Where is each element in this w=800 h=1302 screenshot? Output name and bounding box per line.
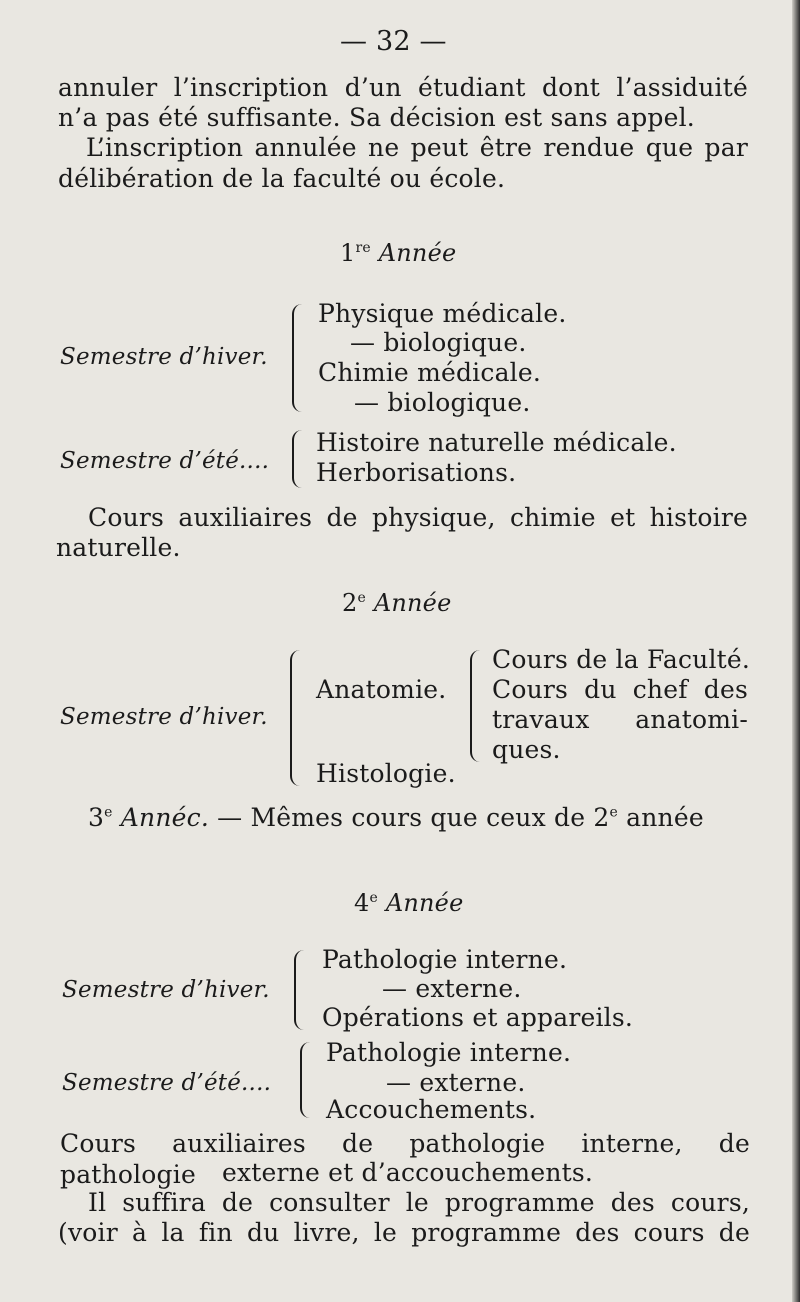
year2-subject-2: Histologie. xyxy=(316,759,456,788)
year4-heading xyxy=(354,888,463,919)
year1-winter-brace xyxy=(292,304,306,412)
year3-line xyxy=(88,802,704,833)
year2-heading xyxy=(342,588,451,619)
intro-line-1: annuler l’inscription d’un étudiant dont l’assiduité xyxy=(58,73,748,102)
year3-sup-2: e xyxy=(609,804,618,821)
year3-sup: e xyxy=(104,804,113,821)
year4-summer-label: Semestre d’été.... xyxy=(62,1070,272,1096)
year1-winter-item-3: Chimie médicale. xyxy=(318,358,542,387)
year1-aux-line-2: naturelle. xyxy=(56,533,181,562)
year4-winter-item-3: Opérations et appareils. xyxy=(322,1003,634,1032)
year4-aux-line-1: Cours auxiliaires de pathologie interne, de pathologie xyxy=(60,1129,750,1189)
year2-course-2: Cours du chef des xyxy=(492,675,748,704)
year2-number: 2 xyxy=(342,589,358,617)
year3-text: — Mêmes cours que ceux de 2 xyxy=(217,803,610,832)
year1-number: 1 xyxy=(340,239,356,267)
year2-courses-brace xyxy=(470,650,484,762)
year4-title: Année xyxy=(385,889,464,917)
year1-winter-item-2: — biologique. xyxy=(350,328,527,357)
year1-aux-line-1: Cours auxiliaires de physique, chimie et histoire xyxy=(88,503,748,532)
year4-aux-line-2: externe et d’accouchements. xyxy=(222,1158,594,1187)
year4-winter-item-1: Pathologie interne. xyxy=(322,945,568,974)
intro-line-2: n’a pas été suffisante. Sa décision est sans appel. xyxy=(58,103,695,132)
year4-summer-item-2: — externe. xyxy=(386,1068,526,1097)
year1-winter-item-1: Physique médicale. xyxy=(318,299,567,328)
intro-line-3: L’inscription annulée ne peut être rendue que par xyxy=(86,133,748,162)
year1-winter-label: Semestre d’hiver. xyxy=(60,344,268,370)
year2-course-3: travaux anatomi- xyxy=(492,705,748,734)
year1-sup: re xyxy=(355,240,371,256)
year1-summer-brace xyxy=(292,430,306,488)
year3-title: Annéc. xyxy=(120,803,209,832)
year4-summer-item-1: Pathologie interne. xyxy=(326,1038,572,1067)
year1-winter-item-4: — biologique. xyxy=(354,388,531,417)
year3-text-2: année xyxy=(617,803,704,832)
page-number: — 32 — xyxy=(340,26,447,57)
year3-number: 3 xyxy=(88,803,105,832)
closing-line-1: Il suffira de consulter le programme des cours, xyxy=(88,1188,750,1217)
intro-line-4: délibération de la faculté ou école. xyxy=(58,164,506,193)
year2-subject-1: Anatomie. xyxy=(316,675,447,704)
year2-course-4: ques. xyxy=(492,735,561,764)
closing-line-2: (voir à la fin du livre, le programme des cours de xyxy=(58,1218,750,1247)
year4-winter-label: Semestre d’hiver. xyxy=(62,977,270,1003)
year2-title: Année xyxy=(373,589,452,617)
year4-sup: e xyxy=(369,890,378,906)
year4-number: 4 xyxy=(354,889,370,917)
year2-winter-label: Semestre d’hiver. xyxy=(60,704,268,730)
year1-title: Année xyxy=(378,239,457,267)
page-spine-shadow xyxy=(792,0,800,1302)
year4-summer-brace xyxy=(300,1042,314,1118)
year2-course-1: Cours de la Faculté. xyxy=(492,645,751,674)
year1-heading xyxy=(340,238,456,269)
year4-summer-item-3: Accouchements. xyxy=(326,1095,537,1124)
year1-summer-label: Semestre d’été.... xyxy=(60,448,270,474)
year1-summer-item-2: Herborisations. xyxy=(316,458,517,487)
year1-summer-item-1: Histoire naturelle médicale. xyxy=(316,428,677,457)
year4-winter-brace xyxy=(294,950,308,1030)
year4-winter-item-2: — externe. xyxy=(382,974,522,1003)
year2-sup: e xyxy=(357,590,366,606)
year2-winter-brace xyxy=(290,650,304,786)
